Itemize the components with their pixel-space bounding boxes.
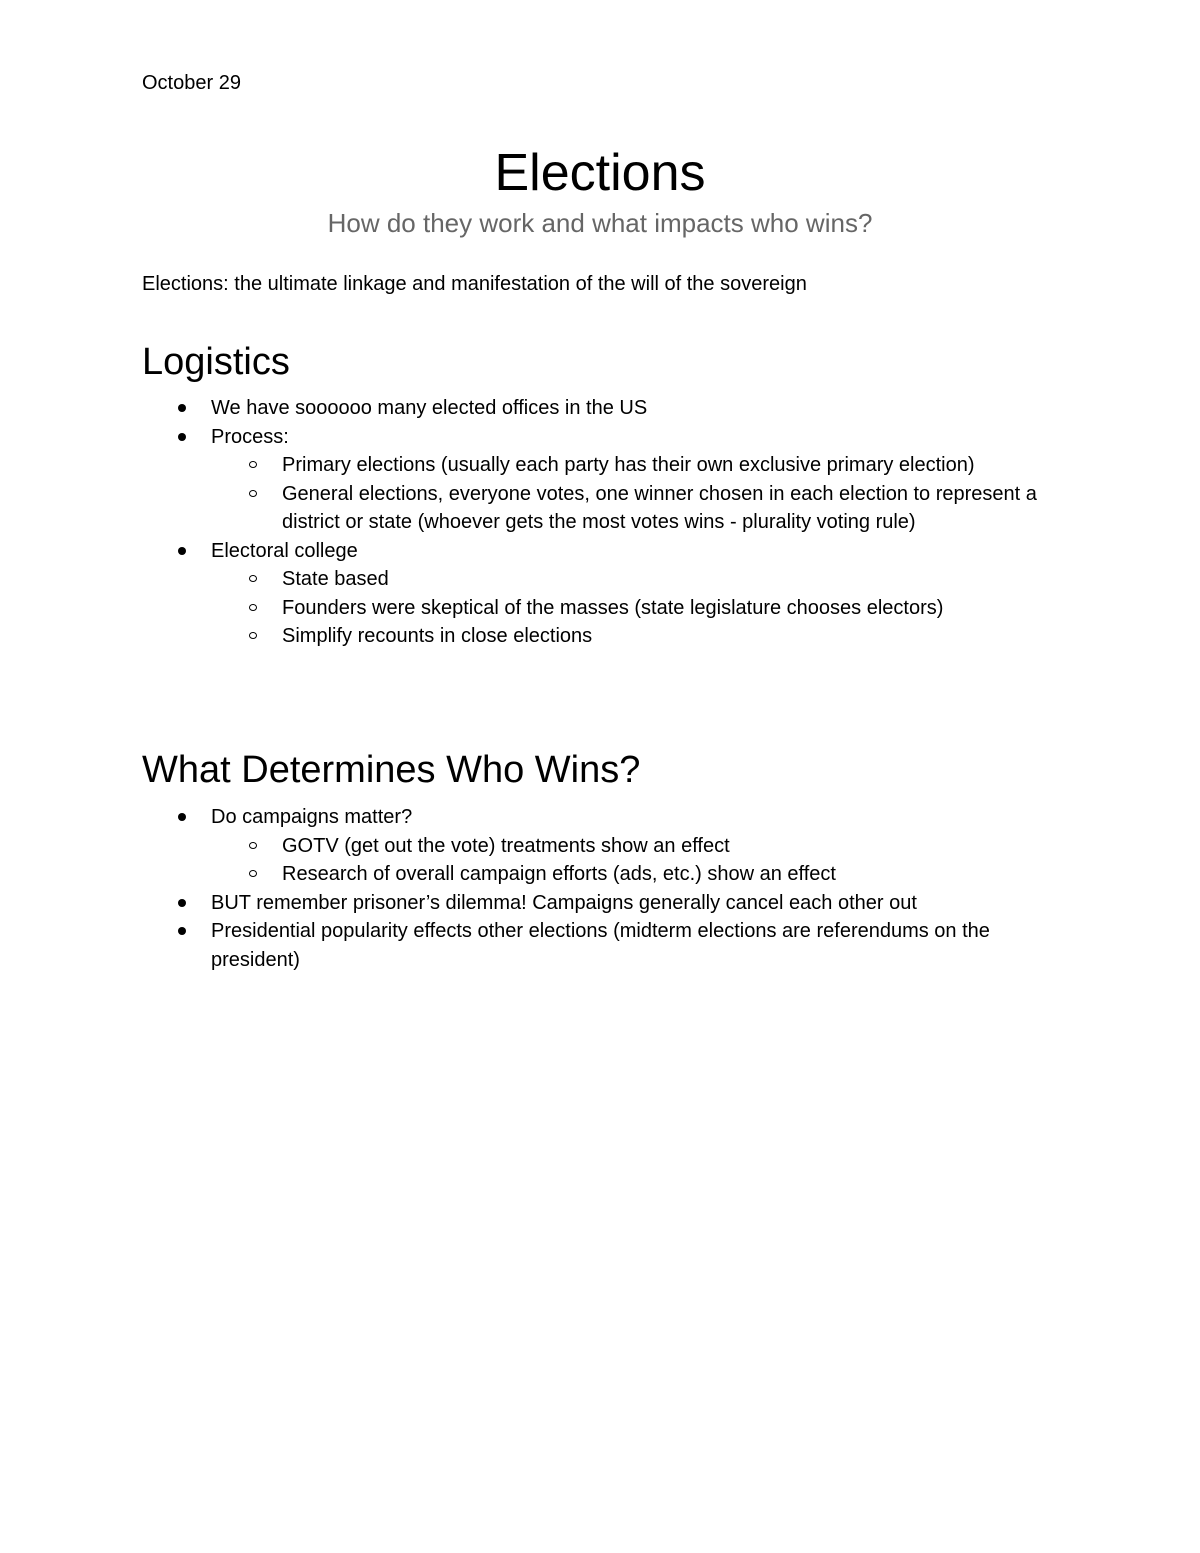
sub-list-item [0,565,1042,594]
list-item [0,889,1061,918]
list-item [0,803,1061,832]
hollow-bullet-icon [249,842,257,849]
list-item-text: General elections, everyone votes, one winner chosen in each election to represent a district or state (whoever gets the most votes wins - plurality voting rule) [282,482,1037,533]
sub-list-item [0,860,1042,889]
hollow-bullet-icon [249,604,257,611]
intro-paragraph: Elections: the ultimate linkage and manifestation of the will of the sovereign [142,273,807,295]
section-heading-logistics: Logistics [142,341,290,383]
filled-bullet-icon [178,547,186,555]
filled-bullet-icon [178,927,186,935]
list-item-text: We have soooooo many elected offices in the US [211,397,648,419]
filled-bullet-icon [178,899,186,907]
list-item-text: State based [282,568,389,590]
filled-bullet-icon [178,433,186,441]
sub-list-item [0,594,1042,623]
who-wins-list [0,803,1200,974]
filled-bullet-icon [178,404,186,412]
filled-bullet-icon [178,813,186,821]
hollow-bullet-icon [249,632,257,639]
list-item-text: Research of overall campaign efforts (ads, etc.) show an effect [282,863,836,885]
section-heading-what-determines-who-wins: What Determines Who Wins? [142,749,641,791]
list-item-text: GOTV (get out the vote) treatments show an effect [282,834,730,857]
sub-list-item [0,622,1042,651]
list-item-text: Do campaigns matter? [211,806,413,828]
document-subtitle: How do they work and what impacts who wins? [327,208,873,238]
list-item-text: BUT remember prisoner’s dilemma! Campaigns generally cancel each other out [211,891,917,914]
list-item [0,423,1061,452]
hollow-bullet-icon [249,461,257,468]
logistics-list [0,394,1200,651]
document-title: Elections [494,144,706,202]
hollow-bullet-icon [249,870,257,877]
list-item [0,394,1061,423]
list-item-text: Simplify recounts in close elections [282,625,593,647]
list-item-text: Presidential popularity effects other elections (midterm elections are referendums on the president) [211,920,990,971]
list-item [0,917,1061,974]
list-item-text: Process: [211,425,289,448]
list-item [0,537,1061,566]
sub-list-item [0,451,1042,480]
sub-list-item [0,832,1042,861]
list-item-text: Electoral college [211,539,358,562]
document-date: October 29 [142,72,241,94]
hollow-bullet-icon [249,575,257,582]
sub-list-item [0,480,1042,537]
list-item-text: Founders were skeptical of the masses (state legislature chooses electors) [282,596,944,619]
list-item-text: Primary elections (usually each party has their own exclusive primary election) [282,454,975,476]
hollow-bullet-icon [249,490,257,497]
